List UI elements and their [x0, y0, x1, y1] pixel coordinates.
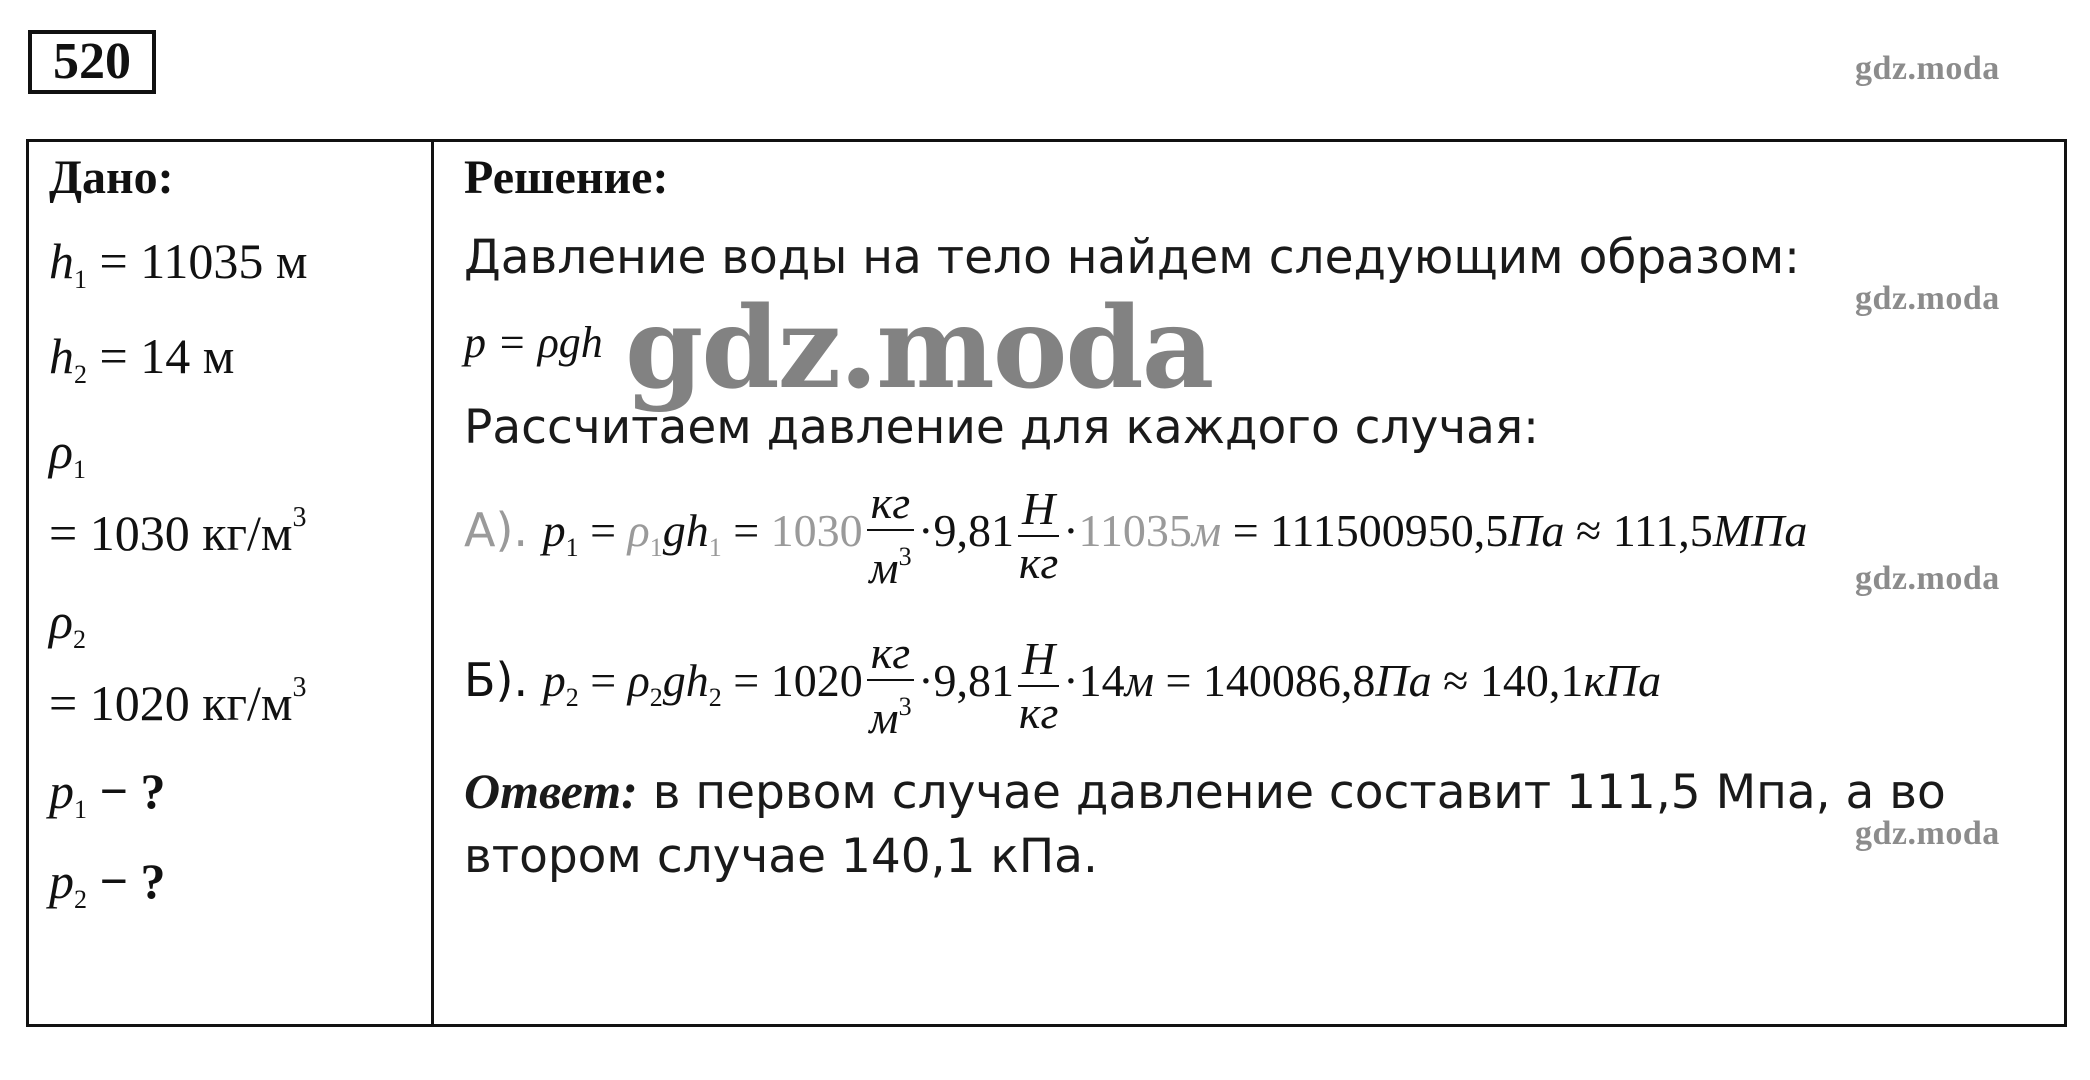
given-h2: $h_2 = 14$ м	[49, 328, 235, 389]
given-rho2-symbol: $\rho_2$	[49, 593, 86, 654]
solution-column	[434, 142, 2064, 1024]
answer	[464, 759, 2024, 889]
given-p2: $p_2$ − ?	[49, 853, 166, 914]
case-b-equation: Б). $p_2 = \rho_2gh_2 = 1020$ $\frac{кг}{м^3}$ ·9,81 $\frac{Н}{кг}$ ·14м = 140086,8Па ≈ 140,1кПа	[464, 627, 1662, 743]
watermark-large: gdz.moda	[625, 283, 1213, 414]
answer-text: в первом случае давление составит 111,5 Мпа, а во втором случае 140,1 кПа.	[464, 765, 1946, 884]
given-h1: $h_1 = 11035$ м	[49, 233, 308, 294]
calc-intro: Рассчитаем давление для каждого случая:	[464, 400, 1540, 455]
pressure-formula: p = ρgh	[464, 318, 603, 367]
watermark: gdz.moda	[1855, 815, 2000, 852]
given-title: Дано:	[49, 151, 174, 204]
problem-number: 520	[28, 30, 156, 94]
watermark: gdz.moda	[1855, 560, 2000, 597]
given-rho2-value: = 1020 $кг/м^3$	[49, 672, 307, 731]
given-rho1-value: = 1030 $кг/м^3$	[49, 502, 307, 561]
given-p1: $p_1$ − ?	[49, 763, 166, 824]
given-column	[29, 142, 429, 1024]
watermark: gdz.moda	[1855, 50, 2000, 87]
answer-label: Ответ:	[464, 763, 638, 819]
solution-table	[26, 139, 2067, 1027]
solution-title: Решение:	[464, 151, 669, 204]
solution-intro: Давление воды на тело найдем следующим образом:	[464, 230, 1800, 285]
case-a-equation: А). $p_1 = \rho_1gh_1 = 1030$ $\frac{кг}{м^3}$ ·9,81 $\frac{Н}{кг}$ ·11035м = 111500950,5Па ≈ 111,5МПа	[464, 477, 1808, 593]
watermark: gdz.moda	[1855, 280, 2000, 317]
given-rho1-symbol: $\rho_1$	[49, 423, 86, 484]
